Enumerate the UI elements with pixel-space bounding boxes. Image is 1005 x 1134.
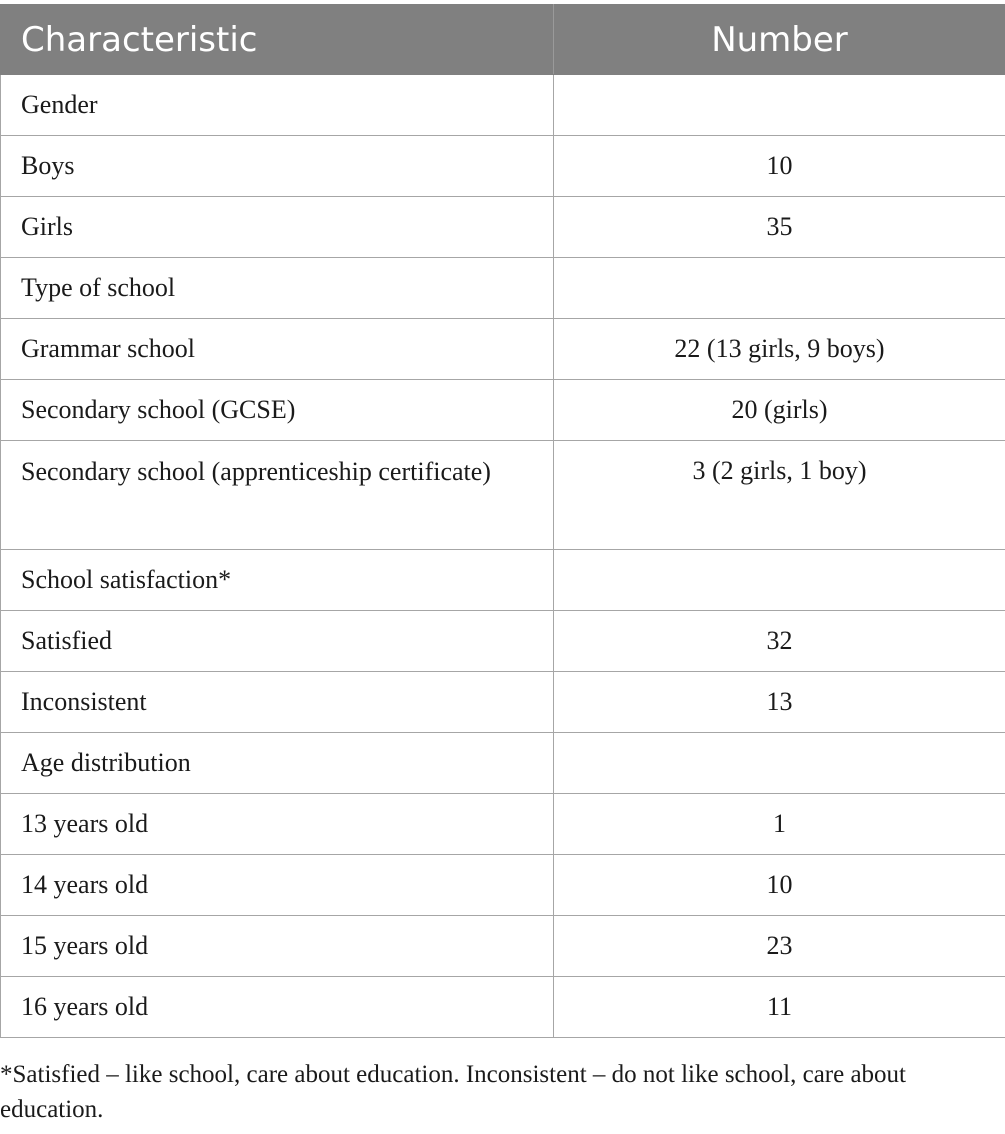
row-value: 10 <box>554 855 1005 916</box>
row-value: 22 (13 girls, 9 boys) <box>554 319 1005 380</box>
table-row <box>1 75 1005 136</box>
characteristics-table-container <box>0 4 1005 1038</box>
row-value: 23 <box>554 916 1005 977</box>
row-label: Boys <box>1 136 554 197</box>
header-characteristic: Characteristic <box>1 5 554 75</box>
row-value: 11 <box>554 977 1005 1038</box>
table-row <box>1 733 1005 794</box>
row-value <box>554 550 1005 611</box>
row-value: 35 <box>554 197 1005 258</box>
row-value <box>554 75 1005 136</box>
table-row <box>1 977 1005 1038</box>
table-row <box>1 197 1005 258</box>
table-footnote: *Satisfied – like school, care about education. Inconsistent – do not like school, care about education. <box>0 1061 907 1123</box>
row-label: Secondary school (GCSE) <box>1 380 554 441</box>
row-label: Grammar school <box>1 319 554 380</box>
row-label: Inconsistent <box>1 672 554 733</box>
row-value: 3 (2 girls, 1 boy) <box>554 441 1005 550</box>
table-row <box>1 550 1005 611</box>
row-value: 32 <box>554 611 1005 672</box>
table-row <box>1 319 1005 380</box>
table-row <box>1 611 1005 672</box>
row-label: Type of school <box>1 258 554 319</box>
row-label: School satisfaction* <box>1 550 554 611</box>
row-value <box>554 733 1005 794</box>
table-row <box>1 855 1005 916</box>
row-value <box>554 258 1005 319</box>
row-label: 13 years old <box>1 794 554 855</box>
row-label: Girls <box>1 197 554 258</box>
row-value: 20 (girls) <box>554 380 1005 441</box>
row-label: Secondary school (apprenticeship certificate) <box>1 441 554 550</box>
table-row <box>1 794 1005 855</box>
row-label: Gender <box>1 75 554 136</box>
table-header-row <box>1 5 1005 75</box>
row-label: Satisfied <box>1 611 554 672</box>
row-label: Age distribution <box>1 733 554 794</box>
row-value: 10 <box>554 136 1005 197</box>
row-label: 14 years old <box>1 855 554 916</box>
row-label: 15 years old <box>1 916 554 977</box>
table-row <box>1 380 1005 441</box>
row-value: 13 <box>554 672 1005 733</box>
table-row <box>1 441 1005 550</box>
row-label: 16 years old <box>1 977 554 1038</box>
table-row <box>1 916 1005 977</box>
characteristics-table <box>0 4 1005 1038</box>
table-row <box>1 136 1005 197</box>
table-row <box>1 258 1005 319</box>
table-row <box>1 672 1005 733</box>
row-value: 1 <box>554 794 1005 855</box>
header-number: Number <box>554 5 1005 75</box>
